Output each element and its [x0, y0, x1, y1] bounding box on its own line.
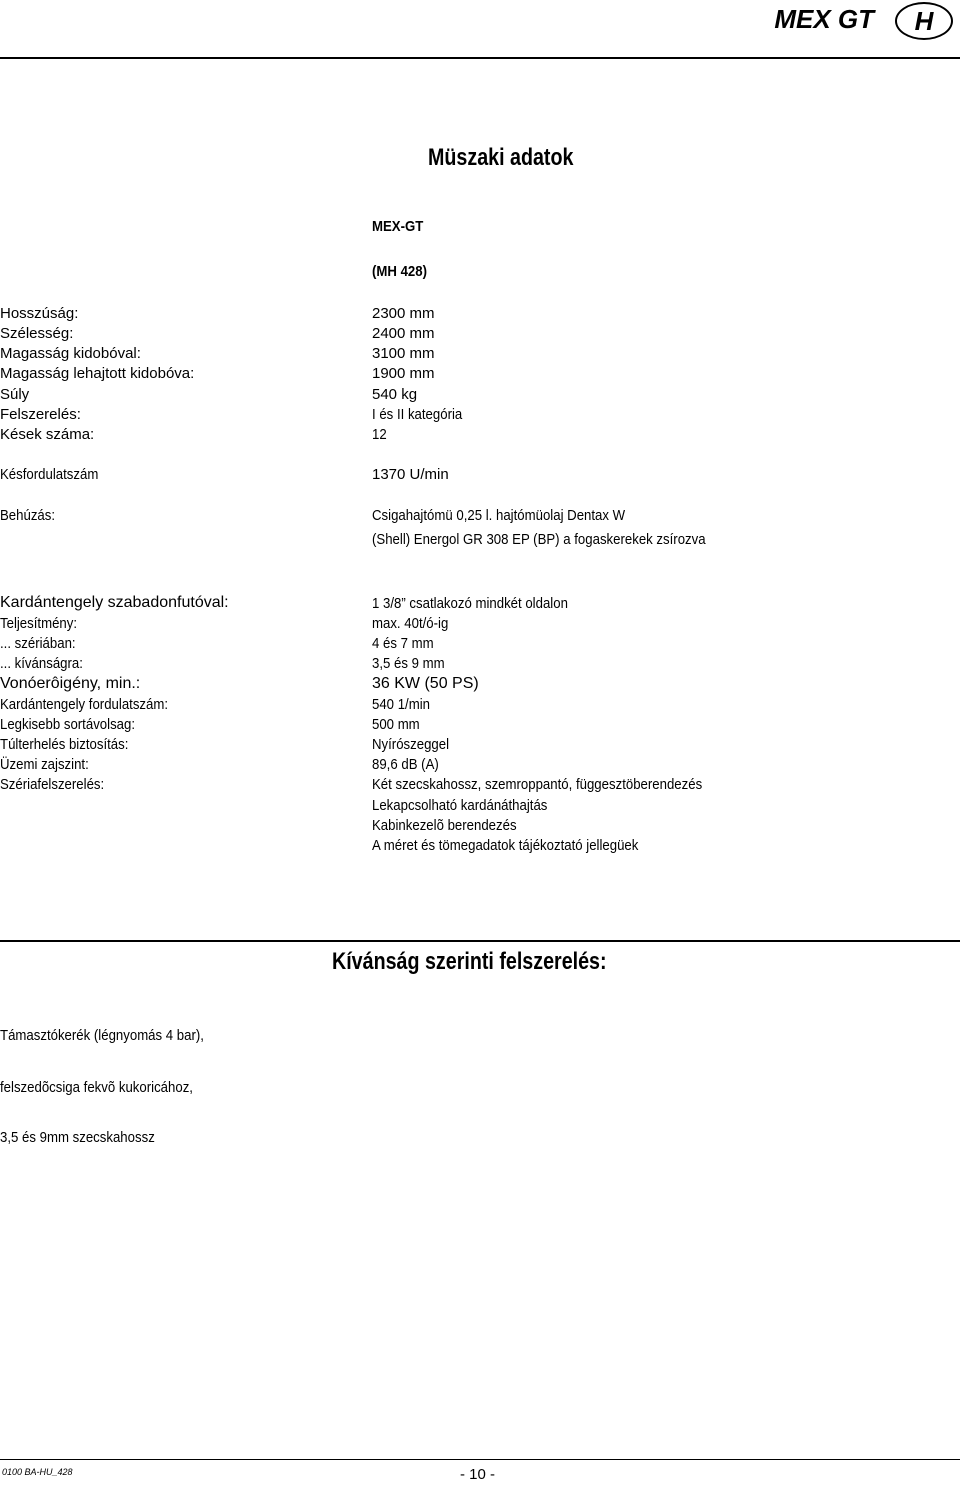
spec-value: 3,5 és 9 mm [372, 655, 445, 672]
optional-item: Támasztókerék (légnyomás 4 bar), [0, 1027, 204, 1044]
spec-label: Kardántengely fordulatszám: [0, 696, 169, 713]
spec-value: 500 mm [372, 716, 420, 733]
standard-equipment-item: Kabinkezelõ berendezés [372, 817, 517, 834]
dimension-value: 540 kg [372, 386, 418, 403]
knife-speed-label: Késfordulatszám [0, 466, 99, 483]
spec-value: 89,6 dB (A) [372, 756, 439, 773]
dimension-value: 12 [372, 426, 387, 443]
section-title: Müszaki adatok [428, 144, 574, 171]
dimension-label: Felszerelés: [0, 406, 81, 423]
optional-item: 3,5 és 9mm szecskahossz [0, 1129, 155, 1146]
dimension-value: 2300 mm [372, 305, 435, 322]
spec-value: Két szecskahossz, szemroppantó, függesztöberendezés [372, 776, 703, 793]
dimension-label: Kések száma: [0, 426, 95, 443]
intake-label: Behúzás: [0, 507, 56, 524]
dimension-label: Szélesség: [0, 325, 74, 342]
spec-label: Teljesítmény: [0, 615, 78, 632]
spec-value: max. 40t/ó-ig [372, 615, 449, 632]
dimension-value: 2400 mm [372, 325, 435, 342]
intake-line-2: (Shell) Energol GR 308 EP (BP) a fogaskerekek zsírozva [372, 531, 706, 548]
spec-label: Kardántengely szabadonfutóval: [0, 594, 229, 611]
spec-label: Legkisebb sortávolsag: [0, 716, 136, 733]
section-divider [0, 940, 960, 942]
spec-value: 36 KW (50 PS) [372, 675, 479, 692]
dimension-label: Súly [0, 386, 30, 403]
header-divider [0, 57, 960, 59]
optional-equipment-title: Kívánság szerinti felszerelés: [332, 948, 607, 975]
spec-label: ... szériában: [0, 635, 76, 652]
dimension-label: Hosszúság: [0, 305, 79, 322]
spec-label: Túlterhelés biztosítás: [0, 736, 129, 753]
dimension-label: Magasság kidobóval: [0, 345, 141, 362]
dimension-value: I és II kategória [372, 406, 463, 423]
knife-speed-value: 1370 U/min [372, 466, 449, 483]
page-number: - 10 - [460, 1466, 496, 1483]
dimension-value: 1900 mm [372, 365, 435, 382]
standard-equipment-item: Lekapcsolható kardánáthajtás [372, 797, 548, 814]
spec-label: ... kívánságra: [0, 655, 83, 672]
spec-label: Vonóerôigény, min.: [0, 675, 141, 692]
dimension-label: Magasság lehajtott kidobóva: [0, 365, 195, 382]
spec-label: Üzemi zajszint: [0, 756, 89, 773]
model-code: (MH 428) [372, 263, 428, 280]
spec-label: Szériafelszerelés: [0, 776, 105, 793]
standard-equipment-item: A méret és tömegadatok tájékoztató jellegüek [372, 837, 639, 854]
language-badge: H [895, 2, 953, 40]
footer-divider [0, 1459, 960, 1460]
intake-line-1: Csigahajtómü 0,25 l. hajtómüolaj Dentax W [372, 507, 626, 524]
dimension-value: 3100 mm [372, 345, 435, 362]
model-name: MEX-GT [372, 218, 424, 235]
header-title: MEX GT [774, 4, 874, 34]
optional-item: felszedõcsiga fekvõ kukoricához, [0, 1079, 193, 1096]
spec-value: 1 3/8” csatlakozó mindkét oldalon [372, 595, 568, 612]
spec-value: 4 és 7 mm [372, 635, 434, 652]
spec-value: Nyírószeggel [372, 736, 450, 753]
spec-value: 540 1/min [372, 696, 430, 713]
document-code: 0100 BA-HU_428 [2, 1467, 73, 1477]
